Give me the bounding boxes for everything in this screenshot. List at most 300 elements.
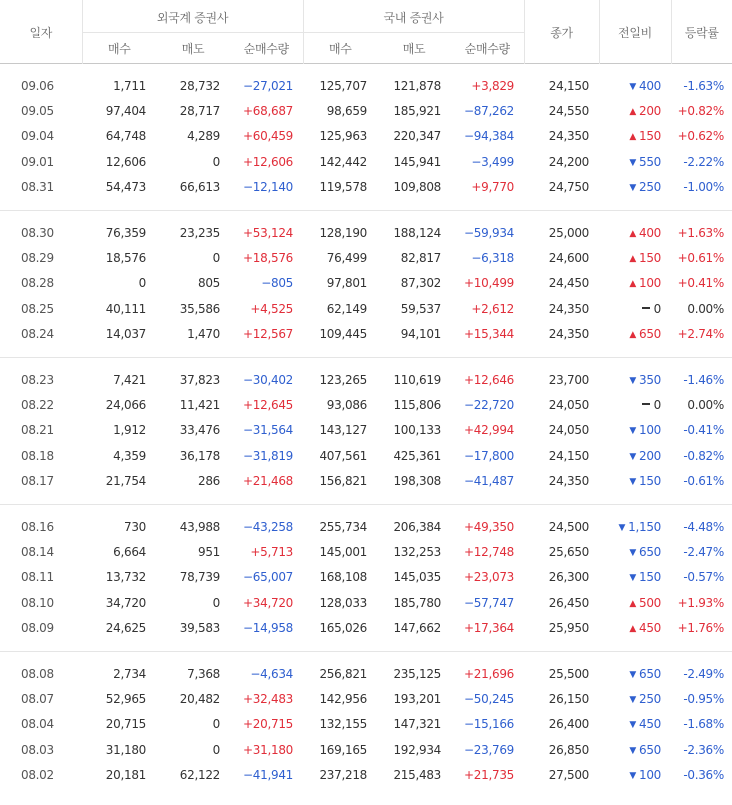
cell-close: 24,200 xyxy=(548,154,589,169)
change-value: 100 xyxy=(638,768,661,783)
cell-close: 24,150 xyxy=(548,78,589,93)
cell-foreign-sell: 28,732 xyxy=(179,78,220,93)
cell-foreign-buy: 730 xyxy=(123,519,146,534)
cell-foreign-buy: 54,473 xyxy=(105,180,146,195)
triangle-up-icon: ▲ xyxy=(629,254,636,265)
cell-foreign-net: +20,715 xyxy=(243,717,293,732)
triangle-up-icon: ▲ xyxy=(629,624,636,635)
table-row xyxy=(0,712,732,737)
cell-domestic-net: −59,934 xyxy=(464,225,514,240)
change-value: 450 xyxy=(638,717,661,732)
cell-close: 23,700 xyxy=(548,372,589,387)
cell-close: 26,400 xyxy=(548,717,589,732)
cell-foreign-net: +12,645 xyxy=(243,397,293,412)
cell-date: 09.01 xyxy=(21,154,54,169)
cell-close: 26,850 xyxy=(548,742,589,757)
cell-close: 25,950 xyxy=(548,621,589,636)
cell-foreign-sell: 66,613 xyxy=(179,180,220,195)
cell-rate: +0.82% xyxy=(677,104,724,119)
cell-domestic-net: −23,769 xyxy=(464,742,514,757)
cell-foreign-net: −4,634 xyxy=(250,666,293,681)
change-value: 1,150 xyxy=(628,519,661,534)
change-value: 150 xyxy=(638,129,661,144)
cell-domestic-buy: 119,578 xyxy=(319,180,367,195)
change-value: 400 xyxy=(638,225,661,240)
triangle-down-icon: ▼ xyxy=(629,573,636,584)
cell-rate: -1.68% xyxy=(683,717,724,732)
change-value: 500 xyxy=(638,595,661,610)
cell-domestic-net: +21,735 xyxy=(464,768,514,783)
cell-foreign-net: +5,713 xyxy=(250,544,293,559)
cell-domestic-buy: 128,033 xyxy=(319,595,367,610)
cell-date: 08.21 xyxy=(21,423,54,438)
table-row xyxy=(0,245,732,270)
table-row xyxy=(0,175,732,200)
cell-change xyxy=(599,392,671,417)
change-value: 650 xyxy=(638,327,661,342)
cell-foreign-sell: 23,235 xyxy=(179,225,220,240)
change-value: 100 xyxy=(638,276,661,291)
cell-domestic-buy: 109,445 xyxy=(319,327,367,342)
triangle-up-icon: ▲ xyxy=(629,107,636,118)
col-close: 종가 xyxy=(524,0,599,64)
change-value: 350 xyxy=(638,372,661,387)
cell-rate: 0.00% xyxy=(687,397,724,412)
cell-rate: +0.62% xyxy=(677,129,724,144)
cell-change xyxy=(599,565,671,590)
cell-date: 08.23 xyxy=(21,372,54,387)
cell-rate: -1.00% xyxy=(683,180,724,195)
cell-foreign-sell: 0 xyxy=(212,717,220,732)
change-value: 250 xyxy=(638,691,661,706)
cell-date: 09.06 xyxy=(21,78,54,93)
cell-date: 08.22 xyxy=(21,397,54,412)
cell-close: 26,450 xyxy=(548,595,589,610)
cell-rate: -0.57% xyxy=(683,570,724,585)
cell-close: 24,050 xyxy=(548,397,589,412)
cell-domestic-buy: 125,707 xyxy=(319,78,367,93)
cell-change xyxy=(599,418,671,443)
cell-foreign-sell: 7,368 xyxy=(187,666,220,681)
table-row xyxy=(0,367,732,392)
cell-foreign-net: +18,576 xyxy=(243,251,293,266)
cell-foreign-sell: 0 xyxy=(212,595,220,610)
cell-foreign-sell: 20,482 xyxy=(179,691,220,706)
cell-domestic-net: +49,350 xyxy=(464,519,514,534)
cell-rate: -0.95% xyxy=(683,691,724,706)
table-row xyxy=(0,418,732,443)
cell-domestic-sell: 132,253 xyxy=(393,544,441,559)
triangle-down-icon: ▼ xyxy=(618,522,626,533)
cell-date: 09.05 xyxy=(21,104,54,119)
cell-change xyxy=(599,98,671,123)
cell-foreign-sell: 4,289 xyxy=(187,129,220,144)
table-row xyxy=(0,686,732,711)
cell-date: 08.30 xyxy=(21,225,54,240)
table-row xyxy=(0,615,732,640)
cell-date: 08.09 xyxy=(21,621,54,636)
cell-change xyxy=(599,539,671,564)
cell-rate: -2.36% xyxy=(683,742,724,757)
cell-foreign-buy: 31,180 xyxy=(105,742,146,757)
cell-date: 08.17 xyxy=(21,474,54,489)
cell-foreign-sell: 36,178 xyxy=(179,448,220,463)
cell-domestic-net: +42,994 xyxy=(464,423,514,438)
cell-change xyxy=(599,514,671,539)
col-domestic-sell: 매도 xyxy=(402,41,426,56)
cell-domestic-buy: 132,155 xyxy=(319,717,367,732)
cell-rate: -4.48% xyxy=(683,519,724,534)
cell-close: 24,500 xyxy=(548,519,589,534)
triangle-up-icon: ▲ xyxy=(629,228,636,239)
cell-foreign-buy: 64,748 xyxy=(105,129,146,144)
change-value: 550 xyxy=(638,154,661,169)
cell-domestic-sell: 192,934 xyxy=(393,742,441,757)
col-domestic-net: 순매수량 xyxy=(464,41,510,56)
cell-foreign-buy: 20,181 xyxy=(105,768,146,783)
cell-change xyxy=(599,124,671,149)
cell-change xyxy=(599,296,671,321)
triangle-up-icon: ▲ xyxy=(629,598,636,609)
cell-domestic-net: −94,384 xyxy=(464,129,514,144)
cell-foreign-net: −65,007 xyxy=(243,570,293,585)
change-value: 650 xyxy=(638,666,661,681)
change-value: 150 xyxy=(638,570,661,585)
cell-foreign-net: +53,124 xyxy=(243,225,293,240)
col-rate: 등락률 xyxy=(671,0,732,64)
cell-domestic-sell: 193,201 xyxy=(393,691,441,706)
cell-close: 25,500 xyxy=(548,666,589,681)
cell-close: 26,300 xyxy=(548,570,589,585)
col-foreign-net: 순매수량 xyxy=(243,41,289,56)
cell-date: 08.07 xyxy=(21,691,54,706)
cell-date: 08.10 xyxy=(21,595,54,610)
triangle-up-icon: ▲ xyxy=(629,279,636,290)
cell-domestic-buy: 98,659 xyxy=(326,104,367,119)
cell-domestic-net: −17,800 xyxy=(464,448,514,463)
triangle-down-icon: ▼ xyxy=(629,81,636,92)
cell-rate: +0.41% xyxy=(677,276,724,291)
cell-rate: -2.49% xyxy=(683,666,724,681)
triangle-down-icon: ▼ xyxy=(629,157,636,168)
cell-foreign-net: −805 xyxy=(261,276,293,291)
cell-foreign-sell: 78,739 xyxy=(179,570,220,585)
triangle-up-icon: ▲ xyxy=(629,330,636,341)
cell-rate: -1.46% xyxy=(683,372,724,387)
cell-foreign-buy: 1,912 xyxy=(113,423,146,438)
change-value: 400 xyxy=(638,78,661,93)
cell-domestic-buy: 93,086 xyxy=(326,397,367,412)
cell-foreign-buy: 7,421 xyxy=(113,372,146,387)
triangle-down-icon: ▼ xyxy=(629,720,636,731)
cell-foreign-buy: 34,720 xyxy=(105,595,146,610)
cell-foreign-sell: 0 xyxy=(212,251,220,266)
cell-domestic-sell: 100,133 xyxy=(393,423,441,438)
cell-foreign-net: +21,468 xyxy=(243,474,293,489)
cell-domestic-sell: 59,537 xyxy=(400,301,441,316)
triangle-down-icon: ▼ xyxy=(629,426,636,437)
cell-domestic-sell: 235,125 xyxy=(393,666,441,681)
cell-domestic-net: −50,245 xyxy=(464,691,514,706)
table-row xyxy=(0,392,732,417)
cell-close: 24,350 xyxy=(548,327,589,342)
cell-rate: -0.82% xyxy=(683,448,724,463)
dash-icon xyxy=(642,307,650,309)
table-header xyxy=(0,0,732,64)
cell-change xyxy=(599,149,671,174)
cell-domestic-net: +23,073 xyxy=(464,570,514,585)
cell-domestic-sell: 115,806 xyxy=(393,397,441,412)
cell-close: 26,150 xyxy=(548,691,589,706)
table-row xyxy=(0,762,732,787)
table-row xyxy=(0,539,732,564)
cell-domestic-sell: 110,619 xyxy=(393,372,441,387)
cell-domestic-sell: 145,035 xyxy=(393,570,441,585)
cell-foreign-net: −43,258 xyxy=(243,519,293,534)
cell-foreign-buy: 14,037 xyxy=(105,327,146,342)
table-body xyxy=(0,64,732,788)
cell-rate: -0.41% xyxy=(683,423,724,438)
cell-rate: -1.63% xyxy=(683,78,724,93)
cell-foreign-buy: 40,111 xyxy=(105,301,146,316)
cell-domestic-buy: 128,190 xyxy=(319,225,367,240)
cell-foreign-buy: 20,715 xyxy=(105,717,146,732)
cell-change xyxy=(599,737,671,762)
cell-change xyxy=(599,220,671,245)
cell-foreign-buy: 18,576 xyxy=(105,251,146,266)
cell-change xyxy=(599,590,671,615)
cell-change xyxy=(599,661,671,686)
cell-domestic-net: −41,487 xyxy=(464,474,514,489)
table-row xyxy=(0,661,732,686)
change-value: 200 xyxy=(638,104,661,119)
triangle-down-icon: ▼ xyxy=(629,477,636,488)
cell-rate: +2.74% xyxy=(677,327,724,342)
cell-domestic-sell: 147,662 xyxy=(393,621,441,636)
cell-domestic-net: +12,646 xyxy=(464,372,514,387)
change-value: 650 xyxy=(638,544,661,559)
cell-date: 08.18 xyxy=(21,448,54,463)
cell-rate: +0.61% xyxy=(677,251,724,266)
cell-foreign-net: −30,402 xyxy=(243,372,293,387)
col-change: 전일비 xyxy=(599,0,671,64)
cell-domestic-sell: 188,124 xyxy=(393,225,441,240)
cell-foreign-buy: 4,359 xyxy=(113,448,146,463)
cell-domestic-net: +12,748 xyxy=(464,544,514,559)
cell-domestic-net: +17,364 xyxy=(464,621,514,636)
cell-domestic-buy: 62,149 xyxy=(326,301,367,316)
cell-foreign-buy: 52,965 xyxy=(105,691,146,706)
cell-change xyxy=(599,322,671,347)
cell-foreign-sell: 951 xyxy=(197,544,220,559)
cell-close: 24,600 xyxy=(548,251,589,266)
change-value: 100 xyxy=(638,423,661,438)
cell-domestic-sell: 185,921 xyxy=(393,104,441,119)
cell-change xyxy=(599,73,671,98)
cell-domestic-net: +9,770 xyxy=(471,180,514,195)
cell-rate: +1.93% xyxy=(677,595,724,610)
cell-close: 24,550 xyxy=(548,104,589,119)
change-value: 0 xyxy=(653,301,661,316)
table-row xyxy=(0,271,732,296)
table-row xyxy=(0,296,732,321)
cell-domestic-net: +10,499 xyxy=(464,276,514,291)
table-row xyxy=(0,220,732,245)
triangle-down-icon: ▼ xyxy=(629,694,636,705)
change-value: 200 xyxy=(638,448,661,463)
cell-close: 27,500 xyxy=(548,768,589,783)
cell-date: 08.02 xyxy=(21,768,54,783)
cell-foreign-net: −31,819 xyxy=(243,448,293,463)
col-group-foreign: 외국계 증권사 xyxy=(82,0,303,33)
cell-date: 08.03 xyxy=(21,742,54,757)
cell-foreign-net: +12,606 xyxy=(243,154,293,169)
cell-domestic-sell: 121,878 xyxy=(393,78,441,93)
cell-foreign-net: +68,687 xyxy=(243,104,293,119)
cell-domestic-buy: 407,561 xyxy=(319,448,367,463)
cell-domestic-net: −15,166 xyxy=(464,717,514,732)
cell-rate: 0.00% xyxy=(687,301,724,316)
cell-foreign-buy: 21,754 xyxy=(105,474,146,489)
cell-domestic-net: +15,344 xyxy=(464,327,514,342)
cell-date: 08.25 xyxy=(21,301,54,316)
cell-foreign-net: +12,567 xyxy=(243,327,293,342)
table-row xyxy=(0,73,732,98)
cell-domestic-buy: 145,001 xyxy=(319,544,367,559)
cell-domestic-sell: 198,308 xyxy=(393,474,441,489)
cell-date: 08.14 xyxy=(21,544,54,559)
cell-domestic-sell: 220,347 xyxy=(393,129,441,144)
cell-domestic-sell: 206,384 xyxy=(393,519,441,534)
cell-domestic-sell: 109,808 xyxy=(393,180,441,195)
cell-rate: -2.47% xyxy=(683,544,724,559)
col-group-domestic: 국내 증권사 xyxy=(303,0,524,33)
cell-close: 24,750 xyxy=(548,180,589,195)
triangle-down-icon: ▼ xyxy=(629,375,636,386)
cell-foreign-net: −31,564 xyxy=(243,423,293,438)
cell-domestic-buy: 76,499 xyxy=(326,251,367,266)
cell-close: 24,450 xyxy=(548,276,589,291)
table-row xyxy=(0,443,732,468)
cell-domestic-sell: 87,302 xyxy=(400,276,441,291)
triangle-down-icon: ▼ xyxy=(629,451,636,462)
cell-rate: -0.36% xyxy=(683,768,724,783)
cell-change xyxy=(599,468,671,493)
cell-close: 24,350 xyxy=(548,474,589,489)
cell-foreign-buy: 24,625 xyxy=(105,621,146,636)
cell-date: 08.29 xyxy=(21,251,54,266)
col-foreign-sell: 매도 xyxy=(181,41,205,56)
cell-rate: +1.76% xyxy=(677,621,724,636)
cell-foreign-sell: 33,476 xyxy=(179,423,220,438)
cell-date: 08.28 xyxy=(21,276,54,291)
table-row xyxy=(0,149,732,174)
cell-foreign-buy: 0 xyxy=(138,276,146,291)
triangle-down-icon: ▼ xyxy=(629,669,636,680)
cell-close: 25,650 xyxy=(548,544,589,559)
cell-change xyxy=(599,762,671,787)
cell-change xyxy=(599,712,671,737)
cell-domestic-buy: 143,127 xyxy=(319,423,367,438)
table-row xyxy=(0,590,732,615)
table-row xyxy=(0,514,732,539)
cell-rate: +1.63% xyxy=(677,225,724,240)
cell-domestic-buy: 237,218 xyxy=(319,768,367,783)
cell-date: 08.31 xyxy=(21,180,54,195)
cell-change xyxy=(599,175,671,200)
cell-date: 08.16 xyxy=(21,519,54,534)
cell-domestic-net: +2,612 xyxy=(471,301,514,316)
cell-foreign-buy: 12,606 xyxy=(105,154,146,169)
triangle-down-icon: ▼ xyxy=(629,547,636,558)
cell-close: 24,050 xyxy=(548,423,589,438)
cell-foreign-buy: 13,732 xyxy=(105,570,146,585)
cell-domestic-sell: 94,101 xyxy=(400,327,441,342)
change-value: 150 xyxy=(638,251,661,266)
table-row xyxy=(0,565,732,590)
cell-domestic-buy: 142,956 xyxy=(319,691,367,706)
cell-domestic-sell: 215,483 xyxy=(393,768,441,783)
cell-change xyxy=(599,615,671,640)
cell-domestic-net: −22,720 xyxy=(464,397,514,412)
cell-foreign-sell: 286 xyxy=(197,474,220,489)
cell-foreign-sell: 0 xyxy=(212,154,220,169)
cell-foreign-buy: 76,359 xyxy=(105,225,146,240)
triangle-up-icon: ▲ xyxy=(629,132,636,143)
cell-foreign-net: −12,140 xyxy=(243,180,293,195)
change-value: 0 xyxy=(653,397,661,412)
cell-domestic-buy: 123,265 xyxy=(319,372,367,387)
cell-close: 25,000 xyxy=(548,225,589,240)
cell-date: 08.24 xyxy=(21,327,54,342)
table-row xyxy=(0,124,732,149)
cell-close: 24,150 xyxy=(548,448,589,463)
cell-domestic-sell: 185,780 xyxy=(393,595,441,610)
cell-foreign-sell: 37,823 xyxy=(179,372,220,387)
cell-domestic-sell: 147,321 xyxy=(393,717,441,732)
cell-foreign-buy: 2,734 xyxy=(113,666,146,681)
cell-domestic-net: +3,829 xyxy=(471,78,514,93)
cell-domestic-sell: 82,817 xyxy=(400,251,441,266)
cell-domestic-buy: 256,821 xyxy=(319,666,367,681)
cell-foreign-net: −41,941 xyxy=(243,768,293,783)
cell-domestic-buy: 156,821 xyxy=(319,474,367,489)
cell-foreign-net: +4,525 xyxy=(250,301,293,316)
cell-foreign-net: −14,958 xyxy=(243,621,293,636)
cell-foreign-sell: 28,717 xyxy=(179,104,220,119)
cell-foreign-sell: 35,586 xyxy=(179,301,220,316)
cell-change xyxy=(599,443,671,468)
cell-foreign-net: +31,180 xyxy=(243,742,293,757)
cell-domestic-buy: 165,026 xyxy=(319,621,367,636)
cell-rate: -0.61% xyxy=(683,474,724,489)
col-domestic-buy: 매수 xyxy=(303,33,377,64)
change-value: 250 xyxy=(638,180,661,195)
cell-date: 09.04 xyxy=(21,129,54,144)
change-value: 650 xyxy=(638,742,661,757)
cell-foreign-buy: 24,066 xyxy=(105,397,146,412)
cell-foreign-net: +60,459 xyxy=(243,129,293,144)
cell-change xyxy=(599,245,671,270)
cell-change xyxy=(599,271,671,296)
cell-domestic-buy: 125,963 xyxy=(319,129,367,144)
cell-change xyxy=(599,367,671,392)
cell-close: 24,350 xyxy=(548,301,589,316)
cell-domestic-buy: 255,734 xyxy=(319,519,367,534)
cell-domestic-net: −87,262 xyxy=(464,104,514,119)
cell-domestic-sell: 145,941 xyxy=(393,154,441,169)
cell-foreign-net: −27,021 xyxy=(243,78,293,93)
